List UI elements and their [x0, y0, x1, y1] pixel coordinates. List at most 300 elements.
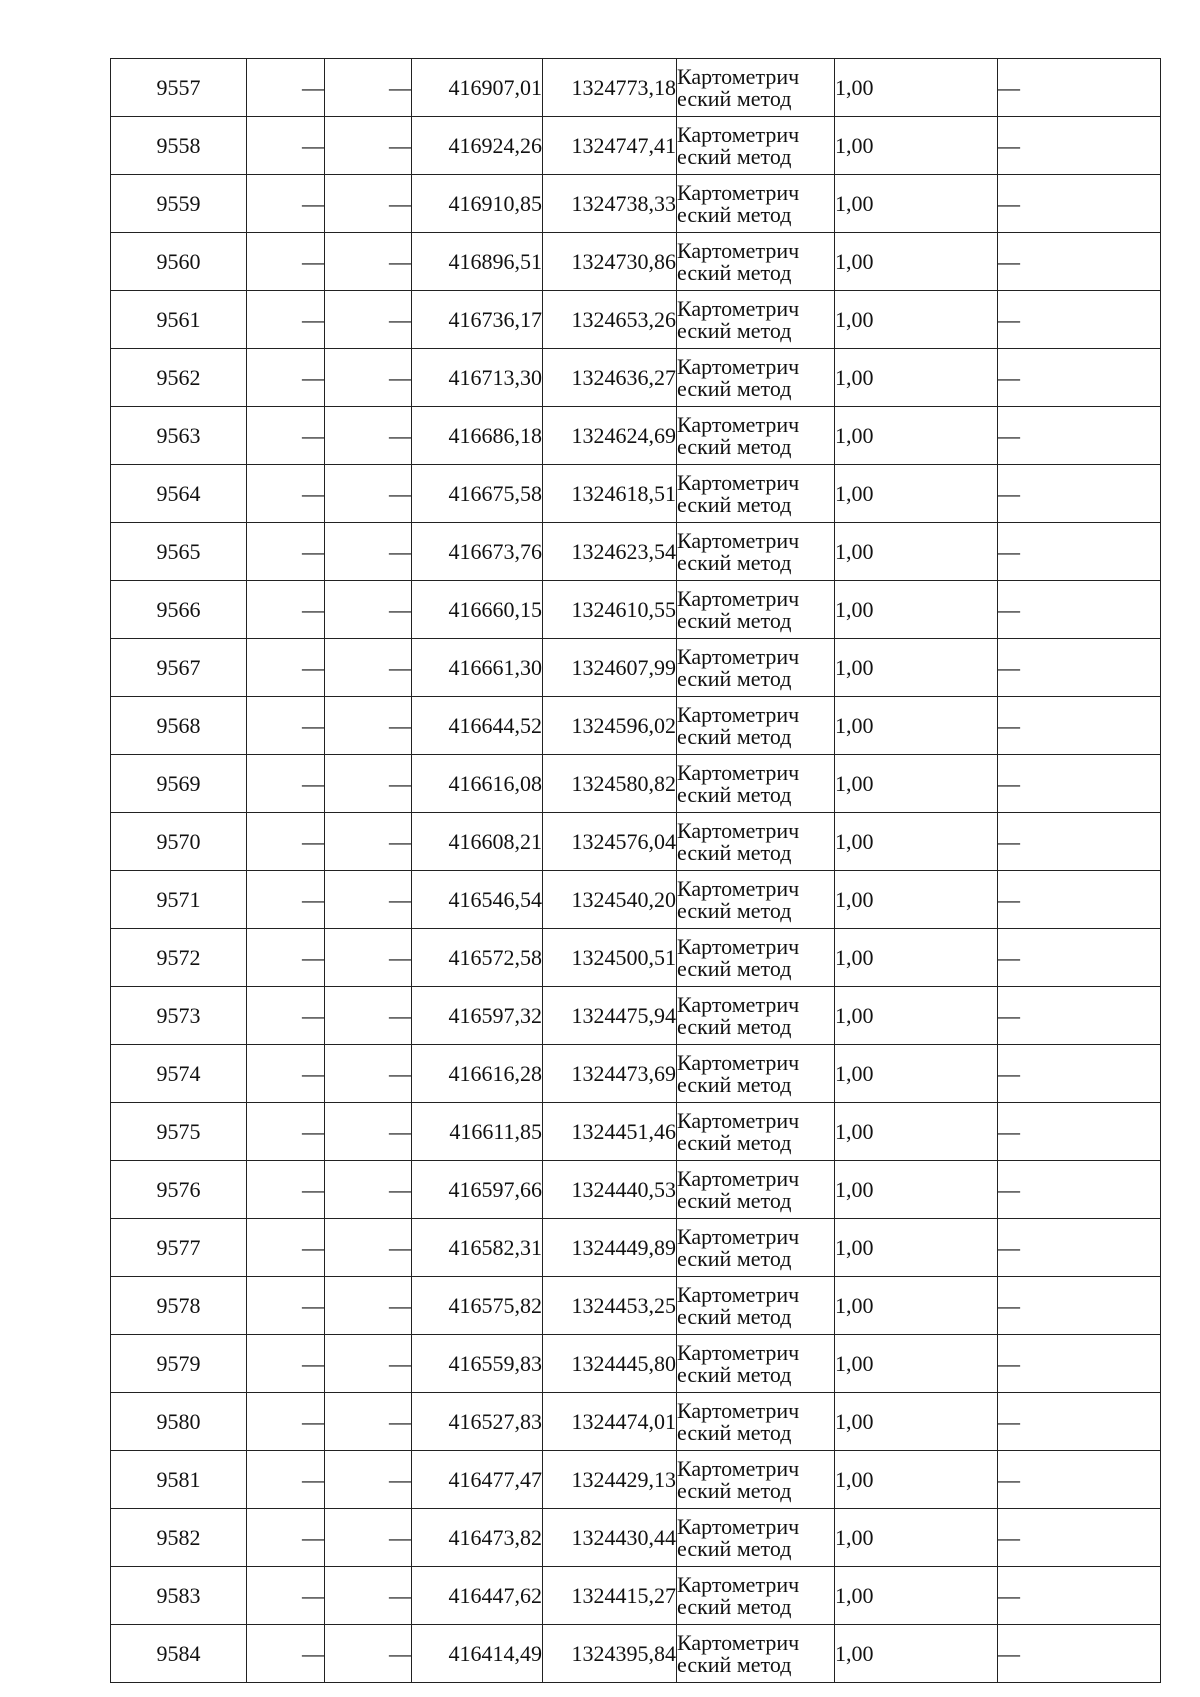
method-line-1: Картометрич: [677, 121, 800, 147]
note-cell: —: [998, 1045, 1161, 1103]
note-cell: —: [998, 1567, 1161, 1625]
accuracy-cell: 1,00: [835, 523, 998, 581]
table-row: [111, 1277, 1161, 1335]
note-cell: —: [998, 1219, 1161, 1277]
dash-cell: —: [325, 871, 412, 929]
dash-cell: —: [247, 117, 325, 175]
table-row: [111, 1219, 1161, 1277]
accuracy-cell: 1,00: [835, 117, 998, 175]
accuracy-cell: 1,00: [835, 1393, 998, 1451]
y-coordinate-cell: 1324596,02: [543, 697, 677, 755]
table-row: [111, 755, 1161, 813]
point-number-cell: 9575: [111, 1103, 247, 1161]
point-number-cell: 9561: [111, 291, 247, 349]
accuracy-cell: 1,00: [835, 813, 998, 871]
point-number-cell: 9574: [111, 1045, 247, 1103]
accuracy-cell: 1,00: [835, 1567, 998, 1625]
method-line-2: еский метод: [677, 839, 792, 865]
y-coordinate-cell: 1324738,33: [543, 175, 677, 233]
x-coordinate-cell: 416546,54: [412, 871, 543, 929]
y-coordinate-cell: 1324636,27: [543, 349, 677, 407]
method-cell: [677, 755, 835, 813]
note-cell: —: [998, 1335, 1161, 1393]
coordinates-table: [110, 58, 1161, 1683]
dash-cell: —: [247, 59, 325, 117]
accuracy-cell: 1,00: [835, 233, 998, 291]
accuracy-cell: 1,00: [835, 407, 998, 465]
method-line-1: Картометрич: [677, 1339, 800, 1365]
point-number-cell: 9564: [111, 465, 247, 523]
method-cell: [677, 581, 835, 639]
method-line-2: еский метод: [677, 1129, 792, 1155]
point-number-cell: 9582: [111, 1509, 247, 1567]
note-cell: —: [998, 1451, 1161, 1509]
note-cell: —: [998, 1625, 1161, 1683]
x-coordinate-cell: 416896,51: [412, 233, 543, 291]
method-line-2: еский метод: [677, 1303, 792, 1329]
dash-cell: —: [247, 1161, 325, 1219]
method-line-2: еский метод: [677, 1187, 792, 1213]
dash-cell: —: [247, 1509, 325, 1567]
dash-cell: —: [325, 59, 412, 117]
table-row: [111, 291, 1161, 349]
y-coordinate-cell: 1324449,89: [543, 1219, 677, 1277]
y-coordinate-cell: 1324747,41: [543, 117, 677, 175]
dash-cell: —: [247, 813, 325, 871]
dash-cell: —: [247, 987, 325, 1045]
method-line-1: Картометрич: [677, 991, 800, 1017]
method-cell: [677, 1625, 835, 1683]
y-coordinate-cell: 1324730,86: [543, 233, 677, 291]
method-line-2: еский метод: [677, 723, 792, 749]
dash-cell: —: [325, 291, 412, 349]
y-coordinate-cell: 1324500,51: [543, 929, 677, 987]
dash-cell: —: [247, 465, 325, 523]
point-number-cell: 9563: [111, 407, 247, 465]
table-row: [111, 1335, 1161, 1393]
x-coordinate-cell: 416907,01: [412, 59, 543, 117]
x-coordinate-cell: 416572,58: [412, 929, 543, 987]
point-number-cell: 9576: [111, 1161, 247, 1219]
x-coordinate-cell: 416608,21: [412, 813, 543, 871]
dash-cell: —: [247, 929, 325, 987]
method-line-2: еский метод: [677, 1419, 792, 1445]
dash-cell: —: [247, 1335, 325, 1393]
method-cell: [677, 407, 835, 465]
note-cell: —: [998, 407, 1161, 465]
note-cell: —: [998, 291, 1161, 349]
method-line-1: Картометрич: [677, 1513, 800, 1539]
x-coordinate-cell: 416661,30: [412, 639, 543, 697]
note-cell: —: [998, 1103, 1161, 1161]
table-row: [111, 813, 1161, 871]
method-line-1: Картометрич: [677, 179, 800, 205]
note-cell: —: [998, 117, 1161, 175]
y-coordinate-cell: 1324475,94: [543, 987, 677, 1045]
point-number-cell: 9558: [111, 117, 247, 175]
note-cell: —: [998, 1277, 1161, 1335]
point-number-cell: 9559: [111, 175, 247, 233]
method-cell: [677, 1335, 835, 1393]
dash-cell: —: [325, 349, 412, 407]
y-coordinate-cell: 1324451,46: [543, 1103, 677, 1161]
x-coordinate-cell: 416559,83: [412, 1335, 543, 1393]
note-cell: —: [998, 581, 1161, 639]
x-coordinate-cell: 416473,82: [412, 1509, 543, 1567]
method-line-2: еский метод: [677, 259, 792, 285]
table-row: [111, 987, 1161, 1045]
method-cell: [677, 1277, 835, 1335]
method-line-2: еский метод: [677, 607, 792, 633]
x-coordinate-cell: 416675,58: [412, 465, 543, 523]
table-row: [111, 1045, 1161, 1103]
dash-cell: —: [325, 1335, 412, 1393]
y-coordinate-cell: 1324473,69: [543, 1045, 677, 1103]
point-number-cell: 9573: [111, 987, 247, 1045]
accuracy-cell: 1,00: [835, 175, 998, 233]
method-line-1: Картометрич: [677, 295, 800, 321]
table-row: [111, 59, 1161, 117]
note-cell: —: [998, 1509, 1161, 1567]
x-coordinate-cell: 416686,18: [412, 407, 543, 465]
dash-cell: —: [325, 1161, 412, 1219]
dash-cell: —: [325, 987, 412, 1045]
table-row: [111, 581, 1161, 639]
point-number-cell: 9570: [111, 813, 247, 871]
method-line-2: еский метод: [677, 201, 792, 227]
table-row: [111, 233, 1161, 291]
point-number-cell: 9560: [111, 233, 247, 291]
note-cell: —: [998, 175, 1161, 233]
y-coordinate-cell: 1324623,54: [543, 523, 677, 581]
dash-cell: —: [325, 581, 412, 639]
x-coordinate-cell: 416611,85: [412, 1103, 543, 1161]
x-coordinate-cell: 416597,32: [412, 987, 543, 1045]
y-coordinate-cell: 1324773,18: [543, 59, 677, 117]
x-coordinate-cell: 416477,47: [412, 1451, 543, 1509]
y-coordinate-cell: 1324453,25: [543, 1277, 677, 1335]
dash-cell: —: [247, 581, 325, 639]
method-line-1: Картометрич: [677, 643, 800, 669]
table-row: [111, 175, 1161, 233]
point-number-cell: 9578: [111, 1277, 247, 1335]
y-coordinate-cell: 1324624,69: [543, 407, 677, 465]
table-row: [111, 1103, 1161, 1161]
method-line-1: Картометрич: [677, 1281, 800, 1307]
x-coordinate-cell: 416414,49: [412, 1625, 543, 1683]
method-cell: [677, 697, 835, 755]
method-line-2: еский метод: [677, 491, 792, 517]
note-cell: —: [998, 755, 1161, 813]
table-row: [111, 523, 1161, 581]
dash-cell: —: [247, 523, 325, 581]
note-cell: —: [998, 813, 1161, 871]
y-coordinate-cell: 1324474,01: [543, 1393, 677, 1451]
note-cell: —: [998, 987, 1161, 1045]
note-cell: —: [998, 1393, 1161, 1451]
y-coordinate-cell: 1324415,27: [543, 1567, 677, 1625]
accuracy-cell: 1,00: [835, 1509, 998, 1567]
method-line-2: еский метод: [677, 897, 792, 923]
method-cell: [677, 1103, 835, 1161]
accuracy-cell: 1,00: [835, 1335, 998, 1393]
method-cell: [677, 987, 835, 1045]
method-line-1: Картометрич: [677, 1049, 800, 1075]
x-coordinate-cell: 416582,31: [412, 1219, 543, 1277]
dash-cell: —: [325, 523, 412, 581]
accuracy-cell: 1,00: [835, 1045, 998, 1103]
y-coordinate-cell: 1324395,84: [543, 1625, 677, 1683]
point-number-cell: 9584: [111, 1625, 247, 1683]
note-cell: —: [998, 929, 1161, 987]
dash-cell: —: [247, 639, 325, 697]
table-row: [111, 349, 1161, 407]
method-cell: [677, 291, 835, 349]
note-cell: —: [998, 523, 1161, 581]
method-cell: [677, 929, 835, 987]
method-line-1: Картометрич: [677, 527, 800, 553]
accuracy-cell: 1,00: [835, 929, 998, 987]
dash-cell: —: [247, 1045, 325, 1103]
point-number-cell: 9566: [111, 581, 247, 639]
table-row: [111, 1625, 1161, 1683]
method-line-1: Картометрич: [677, 353, 800, 379]
point-number-cell: 9577: [111, 1219, 247, 1277]
accuracy-cell: 1,00: [835, 291, 998, 349]
method-line-2: еский метод: [677, 955, 792, 981]
x-coordinate-cell: 416673,76: [412, 523, 543, 581]
dash-cell: —: [325, 233, 412, 291]
point-number-cell: 9557: [111, 59, 247, 117]
x-coordinate-cell: 416713,30: [412, 349, 543, 407]
table-row: [111, 1161, 1161, 1219]
y-coordinate-cell: 1324653,26: [543, 291, 677, 349]
dash-cell: —: [325, 1277, 412, 1335]
method-line-2: еский метод: [677, 85, 792, 111]
note-cell: —: [998, 59, 1161, 117]
point-number-cell: 9579: [111, 1335, 247, 1393]
method-line-1: Картометрич: [677, 933, 800, 959]
table-row: [111, 697, 1161, 755]
point-number-cell: 9580: [111, 1393, 247, 1451]
y-coordinate-cell: 1324576,04: [543, 813, 677, 871]
method-line-1: Картометрич: [677, 585, 800, 611]
method-line-1: Картометрич: [677, 1223, 800, 1249]
dash-cell: —: [325, 697, 412, 755]
dash-cell: —: [325, 1509, 412, 1567]
accuracy-cell: 1,00: [835, 639, 998, 697]
dash-cell: —: [247, 1567, 325, 1625]
dash-cell: —: [247, 1451, 325, 1509]
dash-cell: —: [325, 407, 412, 465]
accuracy-cell: 1,00: [835, 59, 998, 117]
x-coordinate-cell: 416527,83: [412, 1393, 543, 1451]
dash-cell: —: [325, 1045, 412, 1103]
x-coordinate-cell: 416910,85: [412, 175, 543, 233]
note-cell: —: [998, 697, 1161, 755]
dash-cell: —: [325, 1625, 412, 1683]
method-line-2: еский метод: [677, 1013, 792, 1039]
method-line-2: еский метод: [677, 317, 792, 343]
method-line-2: еский метод: [677, 1071, 792, 1097]
x-coordinate-cell: 416447,62: [412, 1567, 543, 1625]
accuracy-cell: 1,00: [835, 1219, 998, 1277]
point-number-cell: 9567: [111, 639, 247, 697]
accuracy-cell: 1,00: [835, 349, 998, 407]
method-line-2: еский метод: [677, 1651, 792, 1677]
method-cell: [677, 233, 835, 291]
method-line-2: еский метод: [677, 1477, 792, 1503]
method-line-1: Картометрич: [677, 1165, 800, 1191]
y-coordinate-cell: 1324445,80: [543, 1335, 677, 1393]
point-number-cell: 9565: [111, 523, 247, 581]
method-line-2: еский метод: [677, 549, 792, 575]
accuracy-cell: 1,00: [835, 465, 998, 523]
dash-cell: —: [325, 1567, 412, 1625]
dash-cell: —: [325, 175, 412, 233]
document-page: [110, 58, 1160, 1683]
method-line-1: Картометрич: [677, 817, 800, 843]
method-line-1: Картометрич: [677, 1571, 800, 1597]
method-line-1: Картометрич: [677, 759, 800, 785]
method-line-1: Картометрич: [677, 1397, 800, 1423]
point-number-cell: 9583: [111, 1567, 247, 1625]
x-coordinate-cell: 416644,52: [412, 697, 543, 755]
method-line-1: Картометрич: [677, 1629, 800, 1655]
note-cell: —: [998, 871, 1161, 929]
dash-cell: —: [325, 465, 412, 523]
method-cell: [677, 813, 835, 871]
method-line-2: еский метод: [677, 1535, 792, 1561]
method-line-1: Картометрич: [677, 1107, 800, 1133]
x-coordinate-cell: 416736,17: [412, 291, 543, 349]
y-coordinate-cell: 1324429,13: [543, 1451, 677, 1509]
y-coordinate-cell: 1324607,99: [543, 639, 677, 697]
dash-cell: —: [247, 1219, 325, 1277]
dash-cell: —: [247, 1277, 325, 1335]
dash-cell: —: [325, 1451, 412, 1509]
dash-cell: —: [325, 1219, 412, 1277]
table-body: [111, 59, 1161, 1683]
method-line-1: Картометрич: [677, 701, 800, 727]
dash-cell: —: [325, 639, 412, 697]
method-line-2: еский метод: [677, 665, 792, 691]
dash-cell: —: [247, 175, 325, 233]
note-cell: —: [998, 639, 1161, 697]
point-number-cell: 9572: [111, 929, 247, 987]
dash-cell: —: [325, 117, 412, 175]
point-number-cell: 9571: [111, 871, 247, 929]
table-row: [111, 1567, 1161, 1625]
point-number-cell: 9562: [111, 349, 247, 407]
accuracy-cell: 1,00: [835, 1277, 998, 1335]
dash-cell: —: [247, 407, 325, 465]
method-cell: [677, 175, 835, 233]
dash-cell: —: [325, 929, 412, 987]
method-cell: [677, 1451, 835, 1509]
x-coordinate-cell: 416924,26: [412, 117, 543, 175]
note-cell: —: [998, 349, 1161, 407]
table-row: [111, 929, 1161, 987]
dash-cell: —: [325, 755, 412, 813]
accuracy-cell: 1,00: [835, 1103, 998, 1161]
accuracy-cell: 1,00: [835, 581, 998, 639]
method-line-2: еский метод: [677, 1361, 792, 1387]
method-line-2: еский метод: [677, 781, 792, 807]
x-coordinate-cell: 416616,08: [412, 755, 543, 813]
accuracy-cell: 1,00: [835, 871, 998, 929]
dash-cell: —: [325, 1393, 412, 1451]
method-cell: [677, 1509, 835, 1567]
accuracy-cell: 1,00: [835, 987, 998, 1045]
dash-cell: —: [247, 1393, 325, 1451]
method-cell: [677, 871, 835, 929]
table-row: [111, 1393, 1161, 1451]
dash-cell: —: [247, 233, 325, 291]
y-coordinate-cell: 1324618,51: [543, 465, 677, 523]
method-cell: [677, 117, 835, 175]
table-row: [111, 1509, 1161, 1567]
method-cell: [677, 1567, 835, 1625]
note-cell: —: [998, 465, 1161, 523]
method-cell: [677, 1161, 835, 1219]
method-cell: [677, 465, 835, 523]
dash-cell: —: [247, 755, 325, 813]
dash-cell: —: [325, 813, 412, 871]
point-number-cell: 9569: [111, 755, 247, 813]
point-number-cell: 9568: [111, 697, 247, 755]
y-coordinate-cell: 1324440,53: [543, 1161, 677, 1219]
method-cell: [677, 523, 835, 581]
table-row: [111, 407, 1161, 465]
method-line-1: Картометрич: [677, 1455, 800, 1481]
method-line-2: еский метод: [677, 433, 792, 459]
table-row: [111, 871, 1161, 929]
method-cell: [677, 349, 835, 407]
accuracy-cell: 1,00: [835, 1451, 998, 1509]
note-cell: —: [998, 233, 1161, 291]
dash-cell: —: [247, 1625, 325, 1683]
method-cell: [677, 59, 835, 117]
x-coordinate-cell: 416616,28: [412, 1045, 543, 1103]
method-line-1: Картометрич: [677, 411, 800, 437]
method-line-1: Картометрич: [677, 469, 800, 495]
method-cell: [677, 1219, 835, 1277]
y-coordinate-cell: 1324540,20: [543, 871, 677, 929]
dash-cell: —: [247, 349, 325, 407]
method-line-2: еский метод: [677, 143, 792, 169]
note-cell: —: [998, 1161, 1161, 1219]
x-coordinate-cell: 416660,15: [412, 581, 543, 639]
accuracy-cell: 1,00: [835, 755, 998, 813]
dash-cell: —: [247, 1103, 325, 1161]
accuracy-cell: 1,00: [835, 1625, 998, 1683]
method-line-2: еский метод: [677, 1245, 792, 1271]
method-cell: [677, 639, 835, 697]
accuracy-cell: 1,00: [835, 697, 998, 755]
method-line-1: Картометрич: [677, 63, 800, 89]
dash-cell: —: [325, 1103, 412, 1161]
table-row: [111, 465, 1161, 523]
x-coordinate-cell: 416575,82: [412, 1277, 543, 1335]
y-coordinate-cell: 1324430,44: [543, 1509, 677, 1567]
accuracy-cell: 1,00: [835, 1161, 998, 1219]
point-number-cell: 9581: [111, 1451, 247, 1509]
method-cell: [677, 1045, 835, 1103]
dash-cell: —: [247, 291, 325, 349]
y-coordinate-cell: 1324610,55: [543, 581, 677, 639]
table-row: [111, 639, 1161, 697]
